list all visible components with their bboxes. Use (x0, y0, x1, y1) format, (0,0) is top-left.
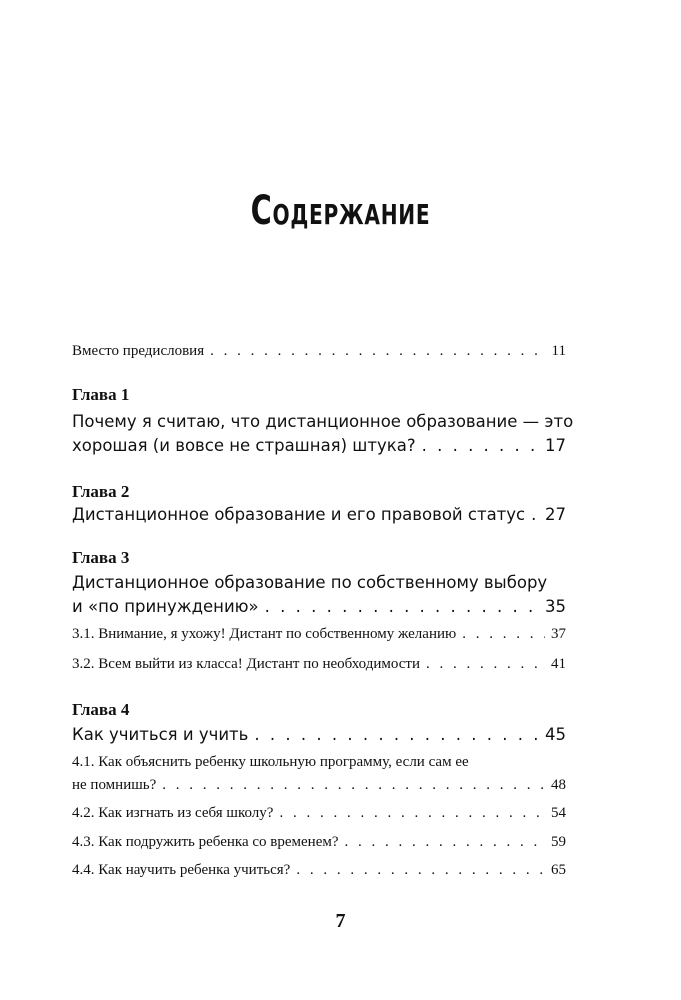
toc-page-number: 59 (551, 834, 566, 850)
toc-section-title: 3.2. Всем выйти из класса! Дистант по необходимости (72, 656, 420, 672)
toc-entry-title-line: Почему я считаю, что дистанционное образование — это (72, 412, 574, 431)
page-number: 7 (335, 910, 346, 932)
toc-entry-title-line: и «по принуждению» (72, 597, 259, 616)
toc-section-3-1[interactable] (72, 626, 566, 643)
chapter-heading: Глава 1 (72, 385, 130, 404)
toc-section-title: 3.1. Внимание, я ухожу! Дистант по собственному желанию (72, 626, 457, 642)
toc-entry-title-line: хорошая (и вовсе не страшная) штука? (72, 436, 416, 455)
leader-dots (210, 343, 545, 360)
leader-dots (162, 777, 545, 794)
toc-entry-title-line: Дистанционное образование и его правовой статус (72, 505, 526, 524)
chapter-heading: Глава 2 (72, 482, 130, 501)
page-title: Содержание (250, 188, 431, 234)
toc-page-number: 11 (551, 343, 566, 359)
toc-page-number: 27 (545, 505, 566, 524)
toc-section-title-line: не помнишь? (72, 777, 157, 793)
leader-dots (296, 862, 545, 879)
toc-section-4-1[interactable] (72, 754, 566, 794)
leader-dots (462, 626, 545, 643)
toc-entry-chapter-4[interactable] (72, 725, 566, 744)
toc-section-4-2[interactable] (72, 805, 566, 822)
toc-page-number: 41 (551, 656, 566, 672)
toc-section-4-4[interactable] (72, 862, 566, 879)
chapter-heading: Глава 4 (72, 700, 130, 719)
toc-entry-intro[interactable] (72, 343, 566, 360)
toc-page-number: 17 (545, 436, 566, 455)
toc-entry-title-line: Как учиться и учить (72, 725, 249, 744)
toc-section-title-line: 4.1. Как объяснить ребенку школьную программу, если сам ее (72, 754, 469, 770)
leader-dots (422, 436, 539, 455)
leader-dots (254, 725, 539, 744)
toc-entry-chapter-3[interactable] (72, 573, 566, 616)
toc-section-4-3[interactable] (72, 834, 566, 851)
toc-page-number: 65 (551, 862, 566, 878)
toc-page-number: 35 (545, 597, 566, 616)
toc-entry-title-line: Дистанционное образование по собственному выбору (72, 573, 548, 592)
leader-dots (426, 656, 545, 673)
toc-entry-chapter-1[interactable] (72, 412, 574, 455)
chapter-heading: Глава 3 (72, 548, 130, 567)
toc-entry-chapter-2[interactable] (72, 505, 566, 524)
toc-section-title: 4.4. Как научить ребенка учиться? (72, 862, 291, 878)
toc-section-3-2[interactable] (72, 656, 566, 673)
leader-dots (531, 505, 539, 524)
toc-section-title: 4.3. Как подружить ребенка со временем? (72, 834, 339, 850)
toc-section-title: 4.2. Как изгнать из себя школу? (72, 805, 274, 821)
leader-dots (265, 597, 539, 616)
toc-page-number: 54 (551, 805, 566, 821)
toc-entry-title: Вместо предисловия (72, 343, 205, 359)
toc-page-number: 45 (545, 725, 566, 744)
toc-page-number: 37 (551, 626, 566, 642)
leader-dots (279, 805, 545, 822)
toc-page-number: 48 (551, 777, 566, 793)
leader-dots (345, 834, 546, 851)
